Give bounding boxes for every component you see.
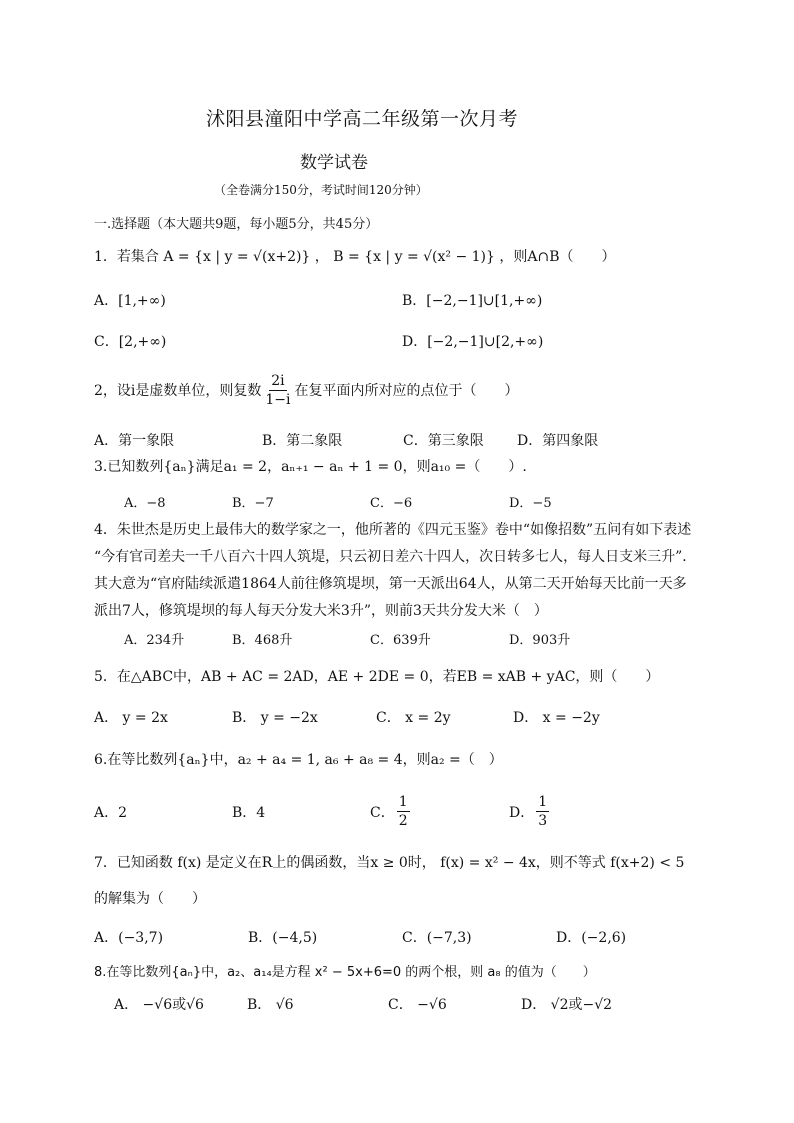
question-8-option-d: D． √2或−√2: [521, 997, 613, 1013]
question-7-line-1: 7．已知函数 f(x) 是定义在R上的偶函数，当x ≥ 0时， f(x) = x² − 4x，则不等式 f(x+2) < 5: [94, 855, 685, 871]
question-6-option-b: B．4: [232, 805, 266, 821]
question-1-stem-b: B = {x | y = √(x² − 1)} ，则A∩B（ ）: [333, 249, 616, 265]
question-3-option-a: A．−8: [124, 496, 166, 511]
question-6-option-c-fraction: [397, 793, 410, 830]
question-6-option-d-numerator: 1: [538, 794, 548, 810]
question-1-stem-a: 1．若集合 A = {x | y = √(x+2)} ，: [94, 249, 329, 265]
question-2-option-a: A．第一象限: [94, 433, 175, 449]
question-7-option-c: C．(−7,3): [402, 930, 472, 946]
question-7-option-d: D．(−2,6): [556, 930, 627, 946]
section-heading: 一.选择题（本大题共9题，每小题5分，共45分）: [94, 217, 379, 232]
question-4-option-a: A．234升: [124, 633, 185, 648]
question-6-option-c-denominator: 2: [398, 813, 408, 829]
question-6-option-c-numerator: 1: [398, 794, 408, 810]
question-4-option-c: C．639升: [370, 633, 431, 648]
question-1-option-b: B．[−2,−1]∪[1,+∞): [402, 293, 543, 309]
question-4-line-2: “今有官司差夫一千八百六十四人筑堤，只云初日差六十四人，次日转多七人，每人日支米三升”．: [94, 549, 697, 565]
question-7-line-2: 的解集为（ ）: [94, 891, 206, 907]
question-2-stem: [94, 372, 519, 409]
exam-note: （全卷满分150分，考试时间120分钟）: [214, 183, 428, 197]
question-6-option-d-denominator: 3: [538, 813, 548, 829]
question-5-option-d: D． x = −2y: [513, 710, 600, 726]
question-6-option-d-fraction: [536, 793, 549, 830]
question-6-stem: 6.在等比数列{aₙ}中，a₂ + a₄ = 1, a₆ + a₈ = 4，则a₂ =（ ）: [94, 752, 503, 768]
question-3-option-b: B．−7: [232, 496, 274, 511]
question-1-option-a: A．[1,+∞): [94, 293, 166, 309]
question-6-option-c: [370, 793, 412, 830]
question-7-option-a: A．(−3,7): [94, 930, 164, 946]
question-2-option-b: B．第二象限: [262, 433, 343, 449]
question-2-stem-a: 2，设i是虚数单位，则复数: [94, 382, 262, 399]
question-2-fraction-denominator: 1−i: [265, 392, 291, 408]
question-6-option-d-label: D．: [509, 804, 535, 821]
question-3-stem: 3.已知数列{aₙ}满足a₁ = 2，aₙ₊₁ − aₙ + 1 = 0，则a₁₀ =（ ）.: [94, 459, 527, 475]
question-8-option-c: C． −√6: [388, 997, 447, 1013]
question-4-option-b: B．468升: [232, 633, 293, 648]
question-8-option-a: A． −√6或√6: [114, 997, 204, 1013]
question-1-option-d: D．[−2,−1]∪[2,+∞): [402, 334, 544, 350]
question-1-option-c: C．[2,+∞): [94, 334, 167, 350]
question-7-option-b: B．(−4,5): [248, 930, 318, 946]
question-5-option-a: A． y = 2x: [94, 710, 168, 726]
question-8-stem: 8.在等比数列{aₙ}中，a₂、a₁₄是方程 x² − 5x+6=0 的两个根，则 a₈ 的值为（ ）: [94, 965, 596, 980]
question-2-option-c: C．第三象限: [403, 433, 484, 449]
question-8-option-b: B． √6: [247, 997, 294, 1013]
question-2-fraction-numerator: 2i: [271, 373, 285, 389]
question-2-fraction: [263, 372, 292, 409]
question-4-option-d: D．903升: [509, 633, 571, 648]
question-4-line-1: 4．朱世杰是历史上最伟大的数学家之一，他所著的《四元玉鉴》卷中“如像招数”五问有如下表述: [94, 522, 692, 538]
question-5-option-c: C． x = 2y: [376, 710, 451, 726]
question-6-option-a: A．2: [94, 805, 128, 821]
exam-title: 沭阳县潼阳中学高二年级第一次月考: [206, 108, 519, 130]
question-4-line-4: 派出7人，修筑堤坝的每人每天分发大米3升”，则前3天共分发大米（ ）: [94, 603, 548, 619]
question-6-option-c-label: C．: [370, 804, 395, 821]
question-3-option-d: D．−5: [509, 496, 552, 511]
question-5-stem: 5．在△ABC中，AB + AC = 2AD，AE + 2DE = 0，若EB = xAB + yAC，则（ ）: [94, 669, 660, 685]
question-2-option-d: D．第四象限: [517, 433, 599, 449]
question-3-option-c: C．−6: [370, 496, 413, 511]
question-5-option-b: B． y = −2x: [232, 710, 318, 726]
question-4-line-3: 其大意为“官府陆续派遣1864人前往修筑堤坝，第一天派出64人，从第二天开始每天比前一天多: [94, 576, 687, 592]
exam-subtitle: 数学试卷: [300, 153, 368, 173]
question-1-stem: [94, 245, 616, 269]
question-6-option-d: [509, 793, 551, 830]
question-2-stem-b: 在复平面内所对应的点位于（ ）: [294, 382, 519, 399]
